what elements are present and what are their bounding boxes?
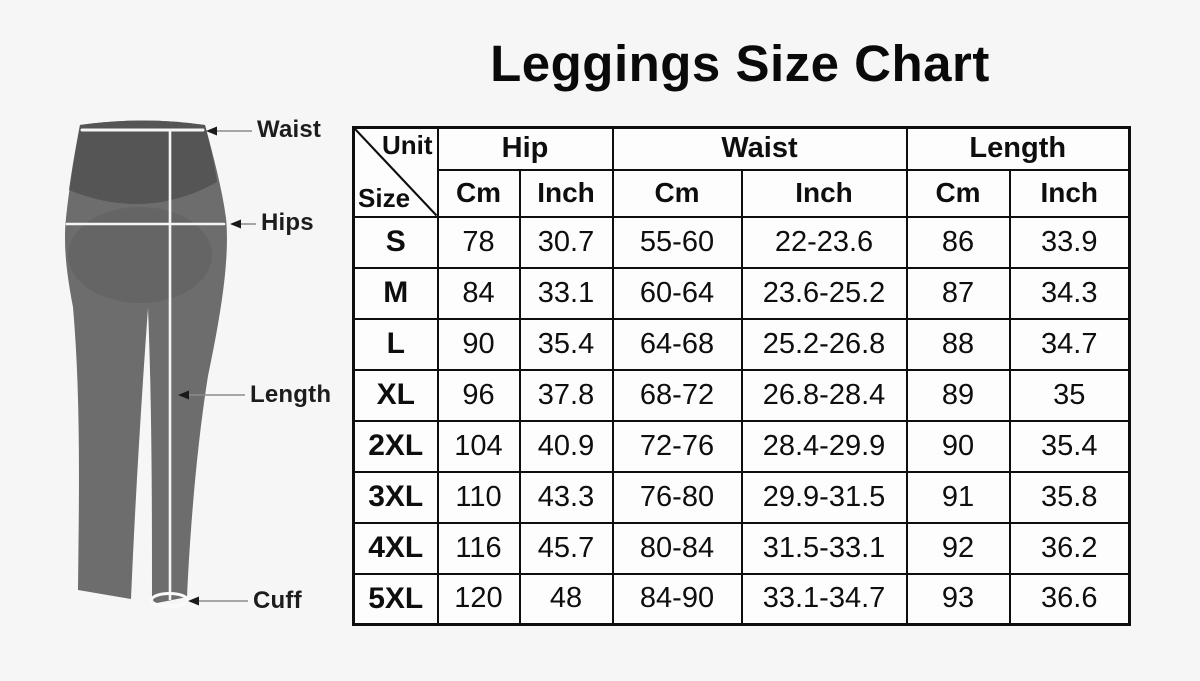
size-label: 3XL [354, 472, 438, 523]
length-cm-value: 87 [907, 268, 1010, 319]
length-cm-value: 86 [907, 217, 1010, 268]
waist-inch-value: 29.9-31.5 [742, 472, 907, 523]
length-cm-value: 89 [907, 370, 1010, 421]
length-cm-value: 93 [907, 574, 1010, 625]
waist-cm-value: 76-80 [613, 472, 742, 523]
size-label: 2XL [354, 421, 438, 472]
length-inch-value: 36.2 [1010, 523, 1130, 574]
column-group-waist: Waist [613, 128, 907, 170]
size-chart-table [352, 126, 1131, 626]
unit-header-length-cm: Cm [907, 170, 1010, 217]
waist-inch-value: 28.4-29.9 [742, 421, 907, 472]
waist-cm-value: 84-90 [613, 574, 742, 625]
unit-header-hip-cm: Cm [438, 170, 520, 217]
length-inch-value: 34.3 [1010, 268, 1130, 319]
length-inch-value: 35.8 [1010, 472, 1130, 523]
waist-cm-value: 55-60 [613, 217, 742, 268]
size-label: 5XL [354, 574, 438, 625]
size-label: M [354, 268, 438, 319]
size-label: L [354, 319, 438, 370]
waist-cm-value: 60-64 [613, 268, 742, 319]
hip-inch-value: 40.9 [520, 421, 613, 472]
hip-inch-value: 30.7 [520, 217, 613, 268]
length-cm-value: 92 [907, 523, 1010, 574]
leggings-illustration-icon [40, 100, 340, 650]
leggings-shading [68, 207, 212, 303]
length-cm-value: 91 [907, 472, 1010, 523]
leggings-waistband [69, 121, 217, 205]
hip-cm-value: 110 [438, 472, 520, 523]
hip-cm-value: 116 [438, 523, 520, 574]
length-cm-value: 88 [907, 319, 1010, 370]
leggings-figure [0, 0, 352, 681]
hip-cm-value: 84 [438, 268, 520, 319]
corner-size-label: Size [358, 182, 411, 213]
corner-unit-label: Unit [381, 130, 433, 160]
hip-inch-value: 45.7 [520, 523, 613, 574]
size-label: S [354, 217, 438, 268]
unit-header-waist-inch: Inch [742, 170, 907, 217]
waist-inch-value: 23.6-25.2 [742, 268, 907, 319]
waist-inch-value: 22-23.6 [742, 217, 907, 268]
size-label: XL [354, 370, 438, 421]
length-inch-value: 36.6 [1010, 574, 1130, 625]
length-arrow [178, 391, 245, 400]
hip-inch-value: 35.4 [520, 319, 613, 370]
hips-arrow [230, 220, 256, 229]
waist-cm-value: 72-76 [613, 421, 742, 472]
length-measure-label: Length [250, 381, 332, 408]
hip-cm-value: 90 [438, 319, 520, 370]
waist-cm-value: 64-68 [613, 319, 742, 370]
table-row-s [354, 217, 1130, 268]
unit-header-waist-cm: Cm [613, 170, 742, 217]
waist-inch-value: 33.1-34.7 [742, 574, 907, 625]
waist-measure-label: Waist [257, 116, 322, 143]
length-inch-value: 33.9 [1010, 217, 1130, 268]
table-row-2xl [354, 421, 1130, 472]
table-row-l [354, 319, 1130, 370]
waist-inch-value: 25.2-26.8 [742, 319, 907, 370]
waist-inch-value: 31.5-33.1 [742, 523, 907, 574]
unit-header-hip-inch: Inch [520, 170, 613, 217]
hip-cm-value: 104 [438, 421, 520, 472]
cuff-measure-label: Cuff [253, 587, 302, 614]
hip-cm-value: 120 [438, 574, 520, 625]
hip-inch-value: 43.3 [520, 472, 613, 523]
waist-arrow [206, 127, 252, 136]
hip-inch-value: 33.1 [520, 268, 613, 319]
waist-inch-value: 26.8-28.4 [742, 370, 907, 421]
hip-cm-value: 78 [438, 217, 520, 268]
table-row-3xl [354, 472, 1130, 523]
hip-inch-value: 37.8 [520, 370, 613, 421]
length-inch-value: 35.4 [1010, 421, 1130, 472]
corner-cell [354, 128, 438, 217]
table-row-5xl [354, 574, 1130, 625]
table-row-4xl [354, 523, 1130, 574]
page-title: Leggings Size Chart [490, 35, 990, 92]
cuff-arrow [188, 597, 248, 606]
size-label: 4XL [354, 523, 438, 574]
hip-inch-value: 48 [520, 574, 613, 625]
column-group-hip: Hip [438, 128, 613, 170]
column-group-length: Length [907, 128, 1130, 170]
hips-measure-label: Hips [261, 209, 314, 236]
table-row-xl [354, 370, 1130, 421]
unit-header-length-inch: Inch [1010, 170, 1130, 217]
table-row-m [354, 268, 1130, 319]
waist-cm-value: 80-84 [613, 523, 742, 574]
hip-cm-value: 96 [438, 370, 520, 421]
waist-cm-value: 68-72 [613, 370, 742, 421]
length-cm-value: 90 [907, 421, 1010, 472]
length-inch-value: 34.7 [1010, 319, 1130, 370]
length-inch-value: 35 [1010, 370, 1130, 421]
